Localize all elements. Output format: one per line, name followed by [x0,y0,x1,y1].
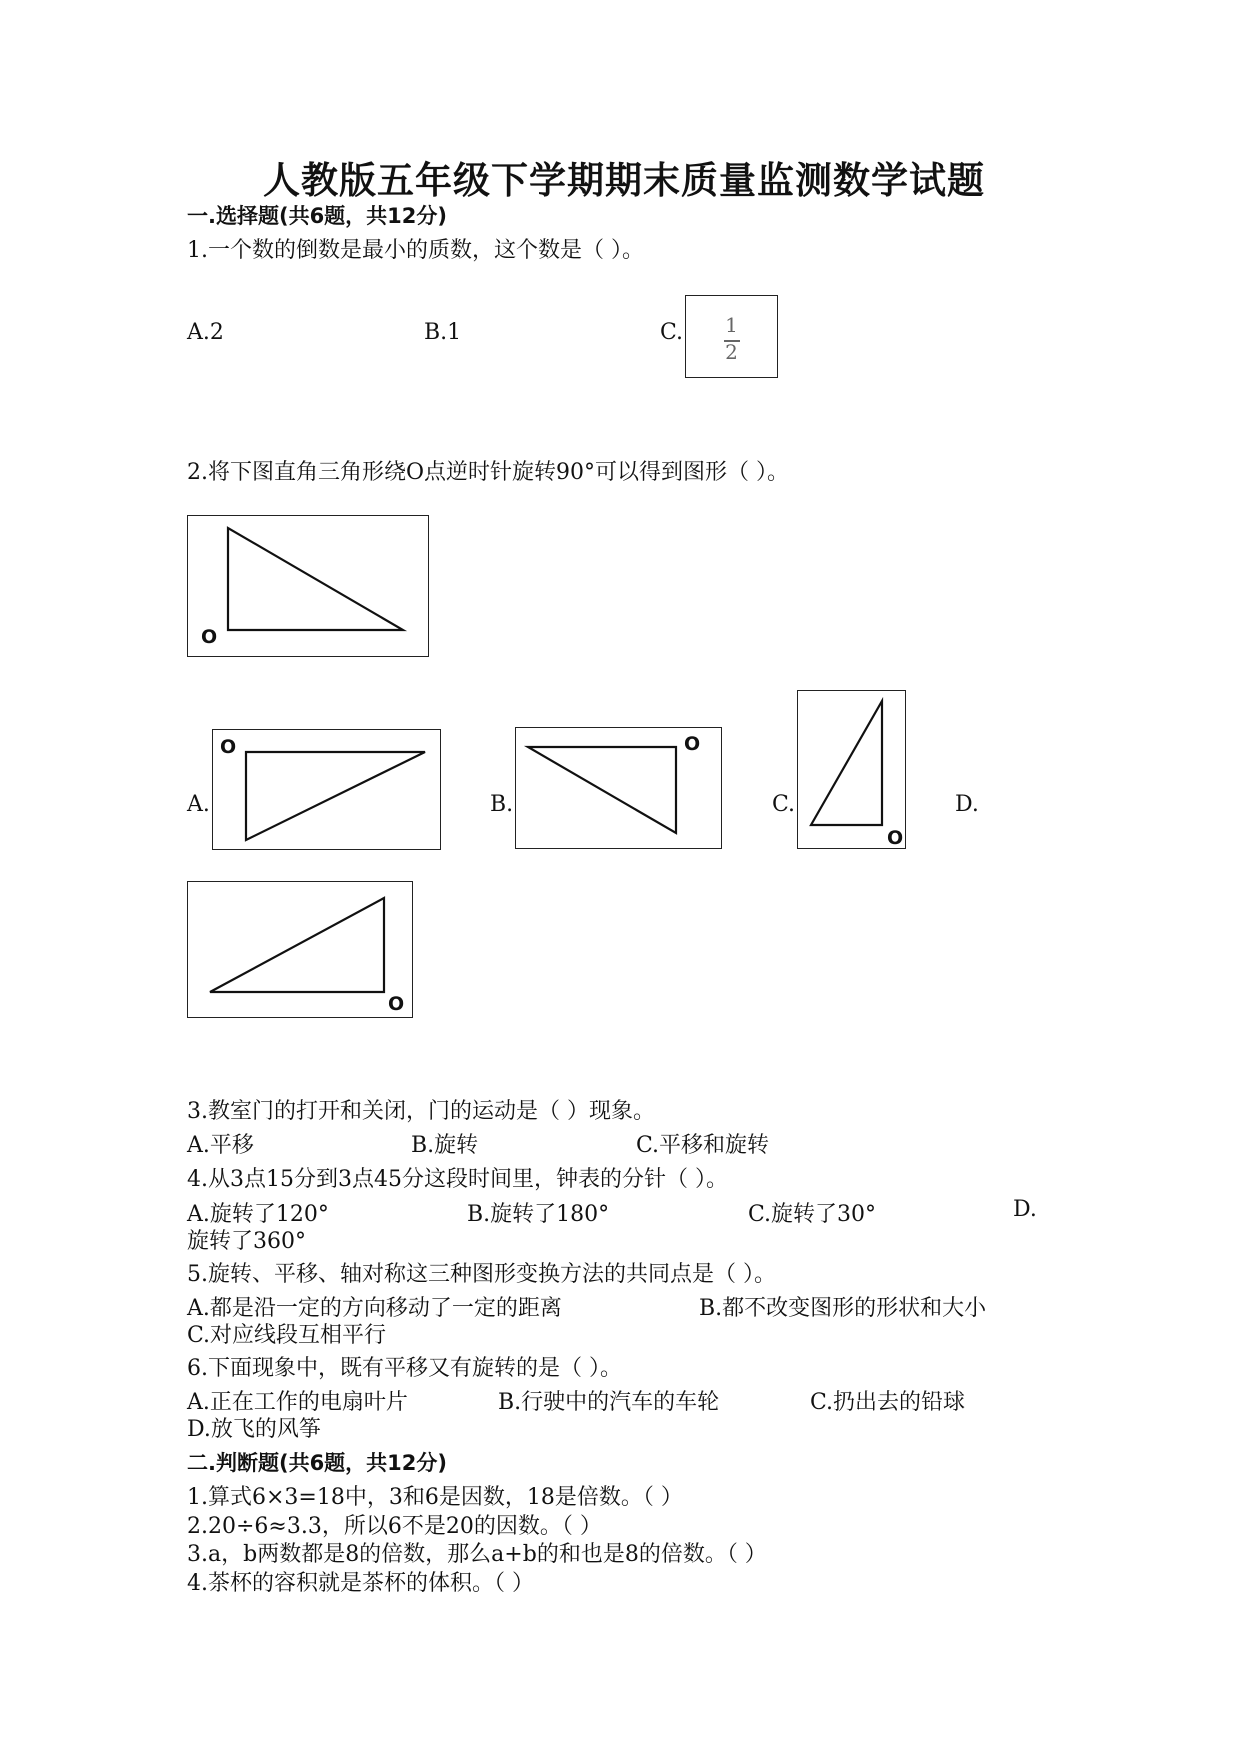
q2-option-b-figure[interactable] [515,727,722,849]
right-triangle [528,747,676,833]
q5-option-b[interactable]: B.都不改变图形的形状和大小 [699,1296,987,1321]
question-1-text: 1.一个数的倒数是最小的质数，这个数是（ ）。 [187,238,644,263]
q3-option-c[interactable]: C.平移和旋转 [636,1133,770,1158]
q2-option-a-label[interactable]: A. [187,792,210,817]
question-5-text: 5.旋转、平移、轴对称这三种图形变换方法的共同点是（ ）。 [187,1262,776,1287]
page-title: 人教版五年级下学期期末质量监测数学试题 [263,159,985,202]
right-triangle [811,701,882,825]
right-triangle [210,898,384,992]
q1-option-c[interactable]: C. [660,320,684,345]
question-3-text: 3.教室门的打开和关闭，门的运动是（ ）现象。 [187,1099,655,1124]
q6-option-d[interactable]: D.放飞的风筝 [187,1417,321,1442]
judgement-item-1: 1.算式6×3=18中，3和6是因数，18是倍数。（ ） [187,1485,683,1510]
q2-original-triangle-svg [188,516,428,656]
q1-option-a[interactable]: A.2 [187,320,224,345]
right-triangle [246,752,425,840]
q6-option-b[interactable]: B.行驶中的汽车的车轮 [498,1390,720,1415]
section-heading-judgement: 二.判断题(共6题，共12分) [187,1451,448,1475]
question-6-text: 6.下面现象中，既有平移又有旋转的是（ ）。 [187,1356,622,1381]
q5-option-a[interactable]: A.都是沿一定的方向移动了一定的距离 [187,1296,562,1321]
q2-option-a-svg [213,730,440,849]
q4-option-c[interactable]: C.旋转了30° [748,1202,877,1227]
q2-option-a-figure[interactable] [212,729,441,850]
fraction-denominator: 2 [725,340,738,364]
fraction-numerator: 1 [725,313,738,337]
q1-option-c-fraction-box [685,295,778,378]
q2-option-c-label[interactable]: C. [772,792,796,817]
point-o-label: O [201,626,218,648]
question-4-text: 4.从3点15分到3点45分这段时间里，钟表的分针（ ）。 [187,1167,728,1192]
q2-option-d-label[interactable]: D. [955,792,979,817]
q2-original-triangle-figure [187,515,429,657]
point-o-label: O [388,993,405,1015]
judgement-item-4: 4.茶杯的容积就是茶杯的体积。（ ） [187,1571,534,1596]
q5-option-c[interactable]: C.对应线段互相平行 [187,1323,387,1348]
judgement-item-2: 2.20÷6≈3.3，所以6不是20的因数。（ ） [187,1514,602,1539]
q3-option-a[interactable]: A.平移 [187,1133,254,1158]
q2-option-b-label[interactable]: B. [490,792,514,817]
q6-option-c[interactable]: C.扔出去的铅球 [810,1390,966,1415]
right-triangle [228,528,403,630]
q2-option-d-figure[interactable] [187,881,413,1018]
q2-option-b-svg [516,728,721,848]
q1-option-b[interactable]: B.1 [424,320,462,345]
q4-option-a[interactable]: A.旋转了120° [187,1202,329,1227]
q3-option-b[interactable]: B.旋转 [411,1133,479,1158]
q2-option-c-figure[interactable] [797,690,906,849]
q2-option-d-svg [188,882,412,1017]
point-o-label: O [887,827,904,849]
q4-option-d[interactable]: D. [1013,1197,1037,1222]
point-o-label: O [684,733,701,755]
q2-option-c-svg [798,691,905,848]
q6-option-a[interactable]: A.正在工作的电扇叶片 [187,1390,408,1415]
question-2-text: 2.将下图直角三角形绕O点逆时针旋转90°可以得到图形（ ）。 [187,460,790,485]
section-heading-choice: 一.选择题(共6题，共12分) [187,204,448,228]
judgement-item-3: 3.a，b两数都是8的倍数，那么a+b的和也是8的倍数。（ ） [187,1542,767,1567]
point-o-label: O [220,736,237,758]
q4-option-d-continued[interactable]: 旋转了360° [187,1229,306,1254]
q4-option-b[interactable]: B.旋转了180° [467,1202,610,1227]
